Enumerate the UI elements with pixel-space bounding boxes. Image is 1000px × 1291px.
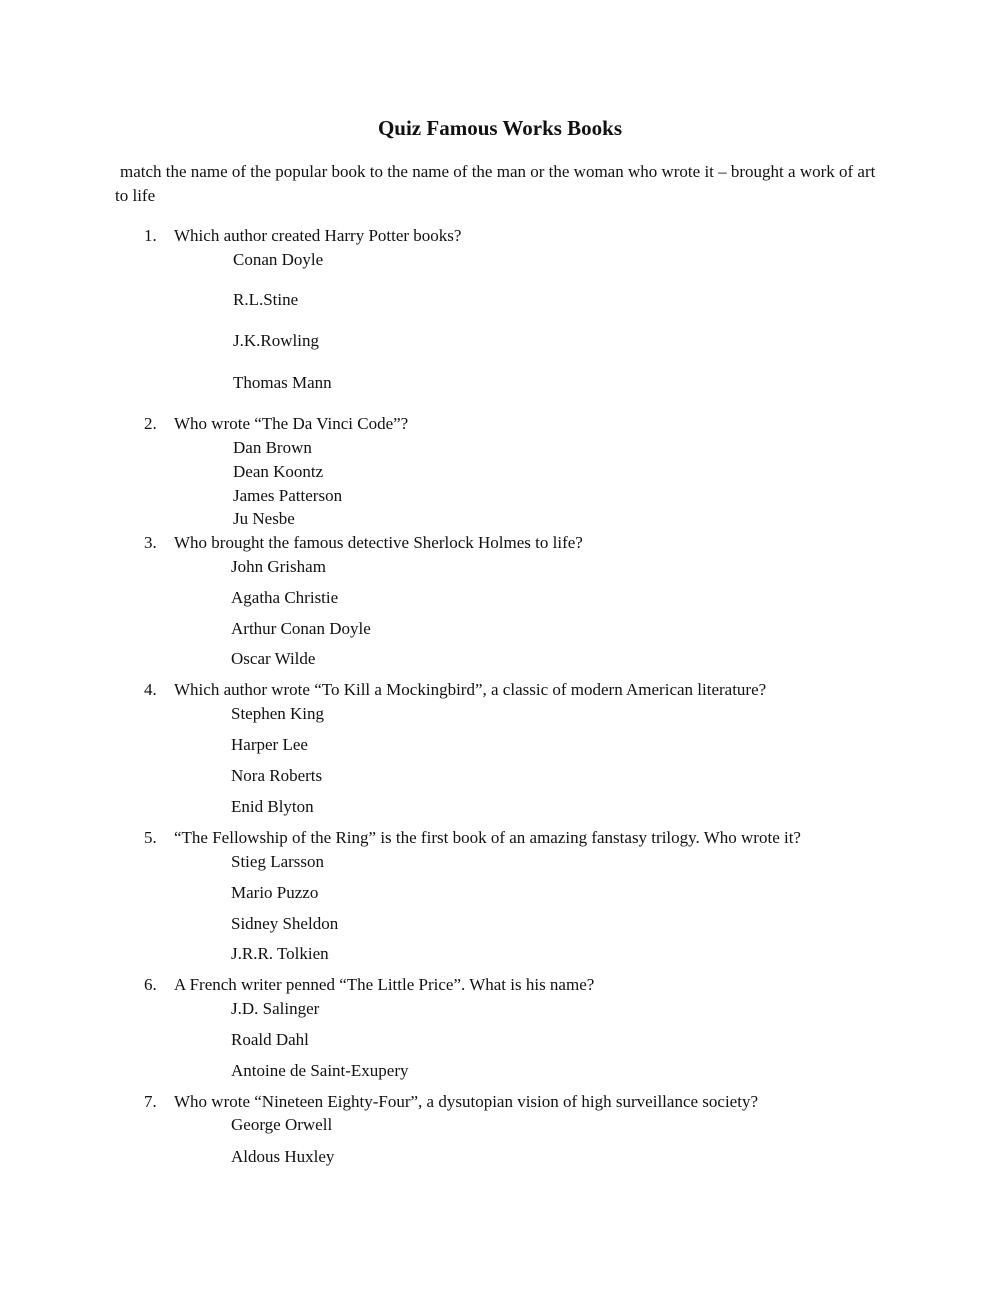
question-2-number: 2. — [144, 414, 157, 433]
question-2-option-4[interactable]: Ju Nesbe — [233, 509, 295, 528]
question-7-option-2[interactable]: Aldous Huxley — [231, 1147, 335, 1166]
question-1-text: Which author created Harry Potter books? — [174, 226, 462, 245]
question-6-text: A French writer penned “The Little Price”. What is his name? — [174, 975, 595, 994]
question-2-option-1[interactable]: Dan Brown — [233, 438, 312, 457]
question-4-option-3[interactable]: Nora Roberts — [231, 766, 323, 785]
question-5-option-1[interactable]: Stieg Larsson — [231, 852, 325, 871]
question-5-option-3[interactable]: Sidney Sheldon — [231, 914, 339, 933]
question-3-number: 3. — [144, 533, 157, 552]
quiz-instructions: match the name of the popular book to the name of the man or the woman who wrote it – brought a work of art to life — [115, 162, 876, 205]
question-2-text: Who wrote “The Da Vinci Code”? — [174, 414, 409, 433]
question-6-option-2[interactable]: Roald Dahl — [231, 1030, 309, 1049]
question-1-option-1[interactable]: Conan Doyle — [233, 250, 324, 269]
question-3-option-4[interactable]: Oscar Wilde — [231, 649, 316, 668]
question-4-number: 4. — [144, 680, 157, 699]
question-5-number: 5. — [144, 828, 157, 847]
question-5-option-2[interactable]: Mario Puzzo — [231, 883, 319, 902]
quiz-title: Quiz Famous Works Books — [377, 116, 623, 140]
question-7-option-1[interactable]: George Orwell — [231, 1115, 333, 1134]
question-4-option-4[interactable]: Enid Blyton — [231, 797, 314, 816]
question-6-number: 6. — [144, 975, 157, 994]
question-4-option-1[interactable]: Stephen King — [231, 704, 325, 723]
question-6-option-3[interactable]: Antoine de Saint-Exupery — [231, 1061, 409, 1080]
question-2-option-3[interactable]: James Patterson — [233, 486, 343, 505]
question-1-option-4[interactable]: Thomas Mann — [233, 373, 332, 392]
question-5-text: “The Fellowship of the Ring” is the first book of an amazing fanstasy trilogy. Who wrote it? — [174, 828, 801, 847]
question-1-option-3[interactable]: J.K.Rowling — [233, 331, 319, 350]
question-7-text: Who wrote “Nineteen Eighty-Four”, a dysutopian vision of high surveillance society? — [174, 1092, 758, 1111]
question-3-option-1[interactable]: John Grisham — [231, 557, 326, 576]
question-3-text: Who brought the famous detective Sherlock Holmes to life? — [174, 533, 583, 552]
question-3-option-2[interactable]: Agatha Christie — [231, 588, 339, 607]
question-7-number: 7. — [144, 1092, 157, 1111]
question-5-option-4[interactable]: J.R.R. Tolkien — [231, 944, 329, 963]
question-1-option-2[interactable]: R.L.Stine — [233, 290, 299, 309]
question-1-number: 1. — [144, 226, 157, 245]
question-3-option-3[interactable]: Arthur Conan Doyle — [231, 619, 371, 638]
question-2-option-2[interactable]: Dean Koontz — [233, 462, 324, 481]
question-6-option-1[interactable]: J.D. Salinger — [231, 999, 320, 1018]
question-4-option-2[interactable]: Harper Lee — [231, 735, 308, 754]
question-4-text: Which author wrote “To Kill a Mockingbird”, a classic of modern American literature? — [174, 680, 767, 699]
